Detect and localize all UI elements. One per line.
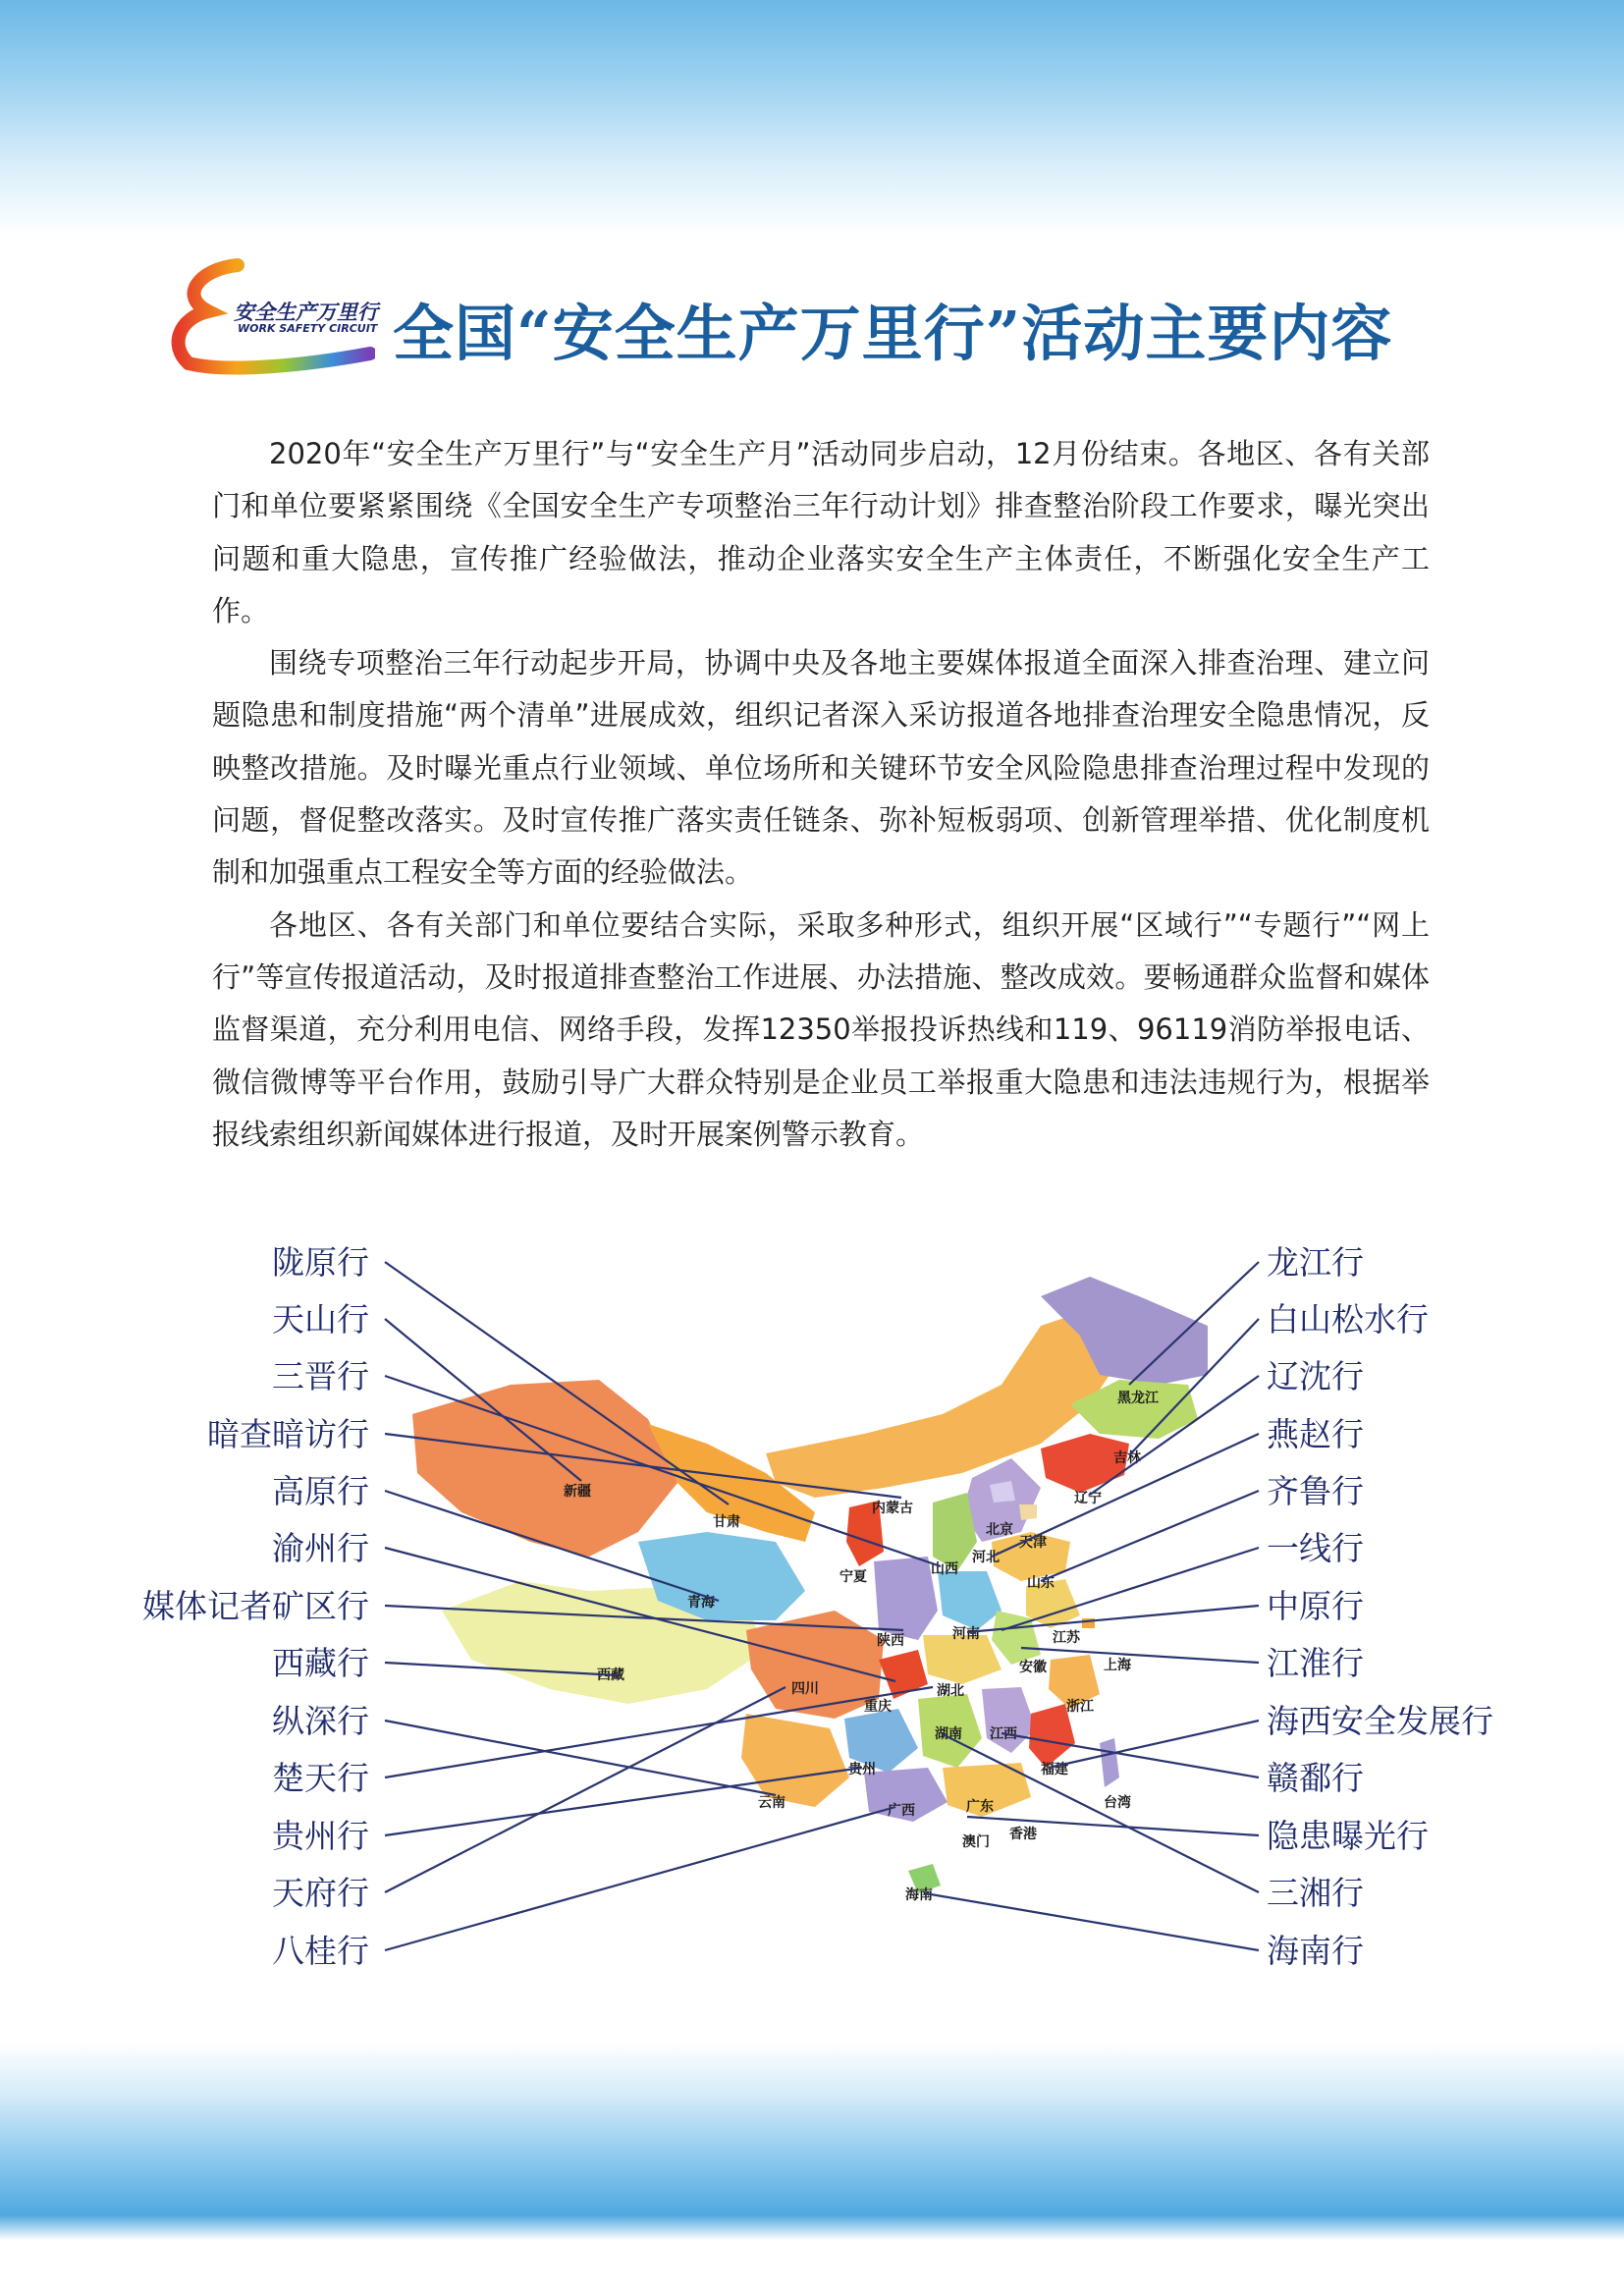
prov-label-jiangxi: 江西 [990,1726,1017,1742]
right-route-labels [1267,1243,1493,1970]
route-label-left: 天山行 [272,1300,369,1339]
prov-label-guizhou: 贵州 [848,1762,876,1777]
prov-label-shaanxi: 陕西 [877,1633,904,1649]
prov-label-fujian: 福建 [1041,1762,1068,1777]
route-label-left: 渝州行 [272,1529,369,1567]
route-label-left: 暗查暗访行 [207,1415,369,1453]
prov-label-xinjiang: 新疆 [564,1484,591,1500]
province-yunnan [741,1714,849,1807]
prov-label-shandong: 山东 [1027,1575,1055,1591]
route-label-right: 海西安全发展行 [1267,1702,1493,1740]
route-label-right: 赣鄱行 [1267,1759,1364,1797]
prov-label-chongqing: 重庆 [864,1699,892,1715]
bottom-decorative-band [0,2043,1624,2296]
prov-label-beijing: 北京 [986,1522,1013,1538]
prov-label-anhui: 安徽 [1019,1660,1047,1675]
route-label-right: 隐患曝光行 [1267,1817,1429,1855]
prov-label-macao: 澳门 [962,1834,990,1850]
province-beijing [990,1481,1015,1503]
prov-label-henan: 河南 [952,1626,980,1642]
route-label-left: 陇原行 [272,1243,369,1282]
body-text [212,428,1430,1161]
prov-label-jilin: 吉林 [1113,1450,1141,1466]
prov-label-hainan: 海南 [905,1887,933,1903]
prov-label-hebei: 河北 [972,1550,1000,1565]
route-label-right: 一线行 [1267,1529,1364,1567]
province-henan [938,1571,1001,1630]
top-decorative-band [0,0,1624,236]
route-label-right: 中原行 [1267,1587,1364,1625]
prov-label-guangxi: 广西 [888,1803,915,1819]
province-xinjiang [412,1380,677,1557]
prov-label-hubei: 湖北 [937,1683,964,1699]
province-taiwan [1100,1738,1119,1787]
province-tianjin [1019,1504,1037,1520]
route-label-right: 齐鲁行 [1267,1472,1364,1510]
route-label-left: 贵州行 [272,1817,369,1855]
prov-label-shanxi: 山西 [931,1561,958,1577]
route-label-right: 三湘行 [1267,1874,1364,1912]
prov-label-tianjin: 天津 [1019,1535,1047,1551]
paragraph-2: 围绕专项整治三年行动起步开局，协调中央及各地主要媒体报道全面深入排查治理、建立问题隐患和制度措施“两个清单”进展成效，组织记者深入采访报道各地排查治理安全隐患情况，反映整改措施。及时曝光重点行业领域、单位场所和关键环节安全风险隐患排查治理过程中发现的问题，督促整改落实。及时宣传推广落实责任链条、弥补短板弱项、创新管理举措、优化制度机制和加强重点工程安全等方面的经验做法。 [212,646,1430,890]
work-safety-circuit-logo [169,257,378,375]
province-hubei [923,1635,1001,1684]
prov-label-hongkong: 香港 [1009,1827,1037,1842]
province-jiangxi [982,1687,1036,1753]
prov-label-gansu: 甘肃 [713,1514,740,1530]
province-shaanxi [874,1557,938,1640]
paragraph-3: 各地区、各有关部门和单位要结合实际，采取多种形式，组织开展“区域行”“专题行”“网上行”等宣传报道活动，及时报道排查整治工作进展、办法措施、整改成效。要畅通群众监督和媒体监督渠道，充分利用电信、网络手段，发挥12350举报投诉热线和119、96119消防举报电话、微信微博等平台作用，鼓励引导广大群众特别是企业员工举报重大隐患和违法违规行为，根据举报线索组织新闻媒体进行报道，及时开展案例警示教育。 [212,907,1430,1151]
route-label-right: 白山松水行 [1267,1300,1429,1339]
prov-label-qinghai: 青海 [687,1595,715,1611]
route-label-right: 燕赵行 [1267,1415,1364,1453]
prov-label-heilongjiang: 黑龙江 [1117,1391,1159,1406]
prov-label-taiwan: 台湾 [1104,1795,1131,1811]
route-label-left: 高原行 [272,1472,369,1510]
route-label-right: 辽沈行 [1267,1357,1364,1395]
page-title: 全国“安全生产万里行”活动主要内容 [393,298,1393,369]
china-map-figure [0,1218,1624,2003]
prov-label-yunnan: 云南 [758,1795,785,1811]
prov-label-neimenggu: 内蒙古 [872,1501,913,1516]
prov-label-ningxia: 宁夏 [839,1569,867,1585]
left-route-labels [142,1243,369,1970]
prov-label-sichuan: 四川 [791,1681,819,1697]
prov-label-hunan: 湖南 [935,1726,962,1742]
route-label-left: 纵深行 [272,1702,369,1740]
prov-label-shanghai: 上海 [1104,1658,1131,1673]
route-label-left: 楚天行 [272,1759,369,1797]
prov-label-xizang: 西藏 [597,1667,624,1683]
prov-label-guangdong: 广东 [966,1799,994,1815]
prov-label-zhejiang: 浙江 [1066,1699,1094,1715]
route-label-left: 西藏行 [272,1644,369,1682]
route-label-left: 天府行 [272,1874,369,1912]
paragraph-1: 2020年“安全生产万里行”与“安全生产月”活动同步启动，12月份结束。各地区、各有关部门和单位要紧紧围绕《全国安全生产专项整治三年行动计划》排查整治阶段工作要求，曝光突出问题和重大隐患，宣传推广经验做法，推动企业落实安全生产主体责任，不断强化安全生产工作。 [212,437,1430,628]
route-label-left: 媒体记者矿区行 [142,1587,369,1625]
prov-label-liaoning: 辽宁 [1074,1491,1102,1506]
logo-chinese-text: 安全生产万里行 [234,301,378,324]
route-label-right: 龙江行 [1267,1243,1364,1282]
route-label-left: 八桂行 [272,1932,369,1970]
route-label-left: 三晋行 [272,1357,369,1395]
route-label-right: 江淮行 [1267,1644,1364,1682]
prov-label-jiangsu: 江苏 [1053,1630,1080,1646]
route-label-right: 海南行 [1267,1932,1364,1970]
logo-english-text: WORK SAFETY CIRCUIT [238,322,378,335]
